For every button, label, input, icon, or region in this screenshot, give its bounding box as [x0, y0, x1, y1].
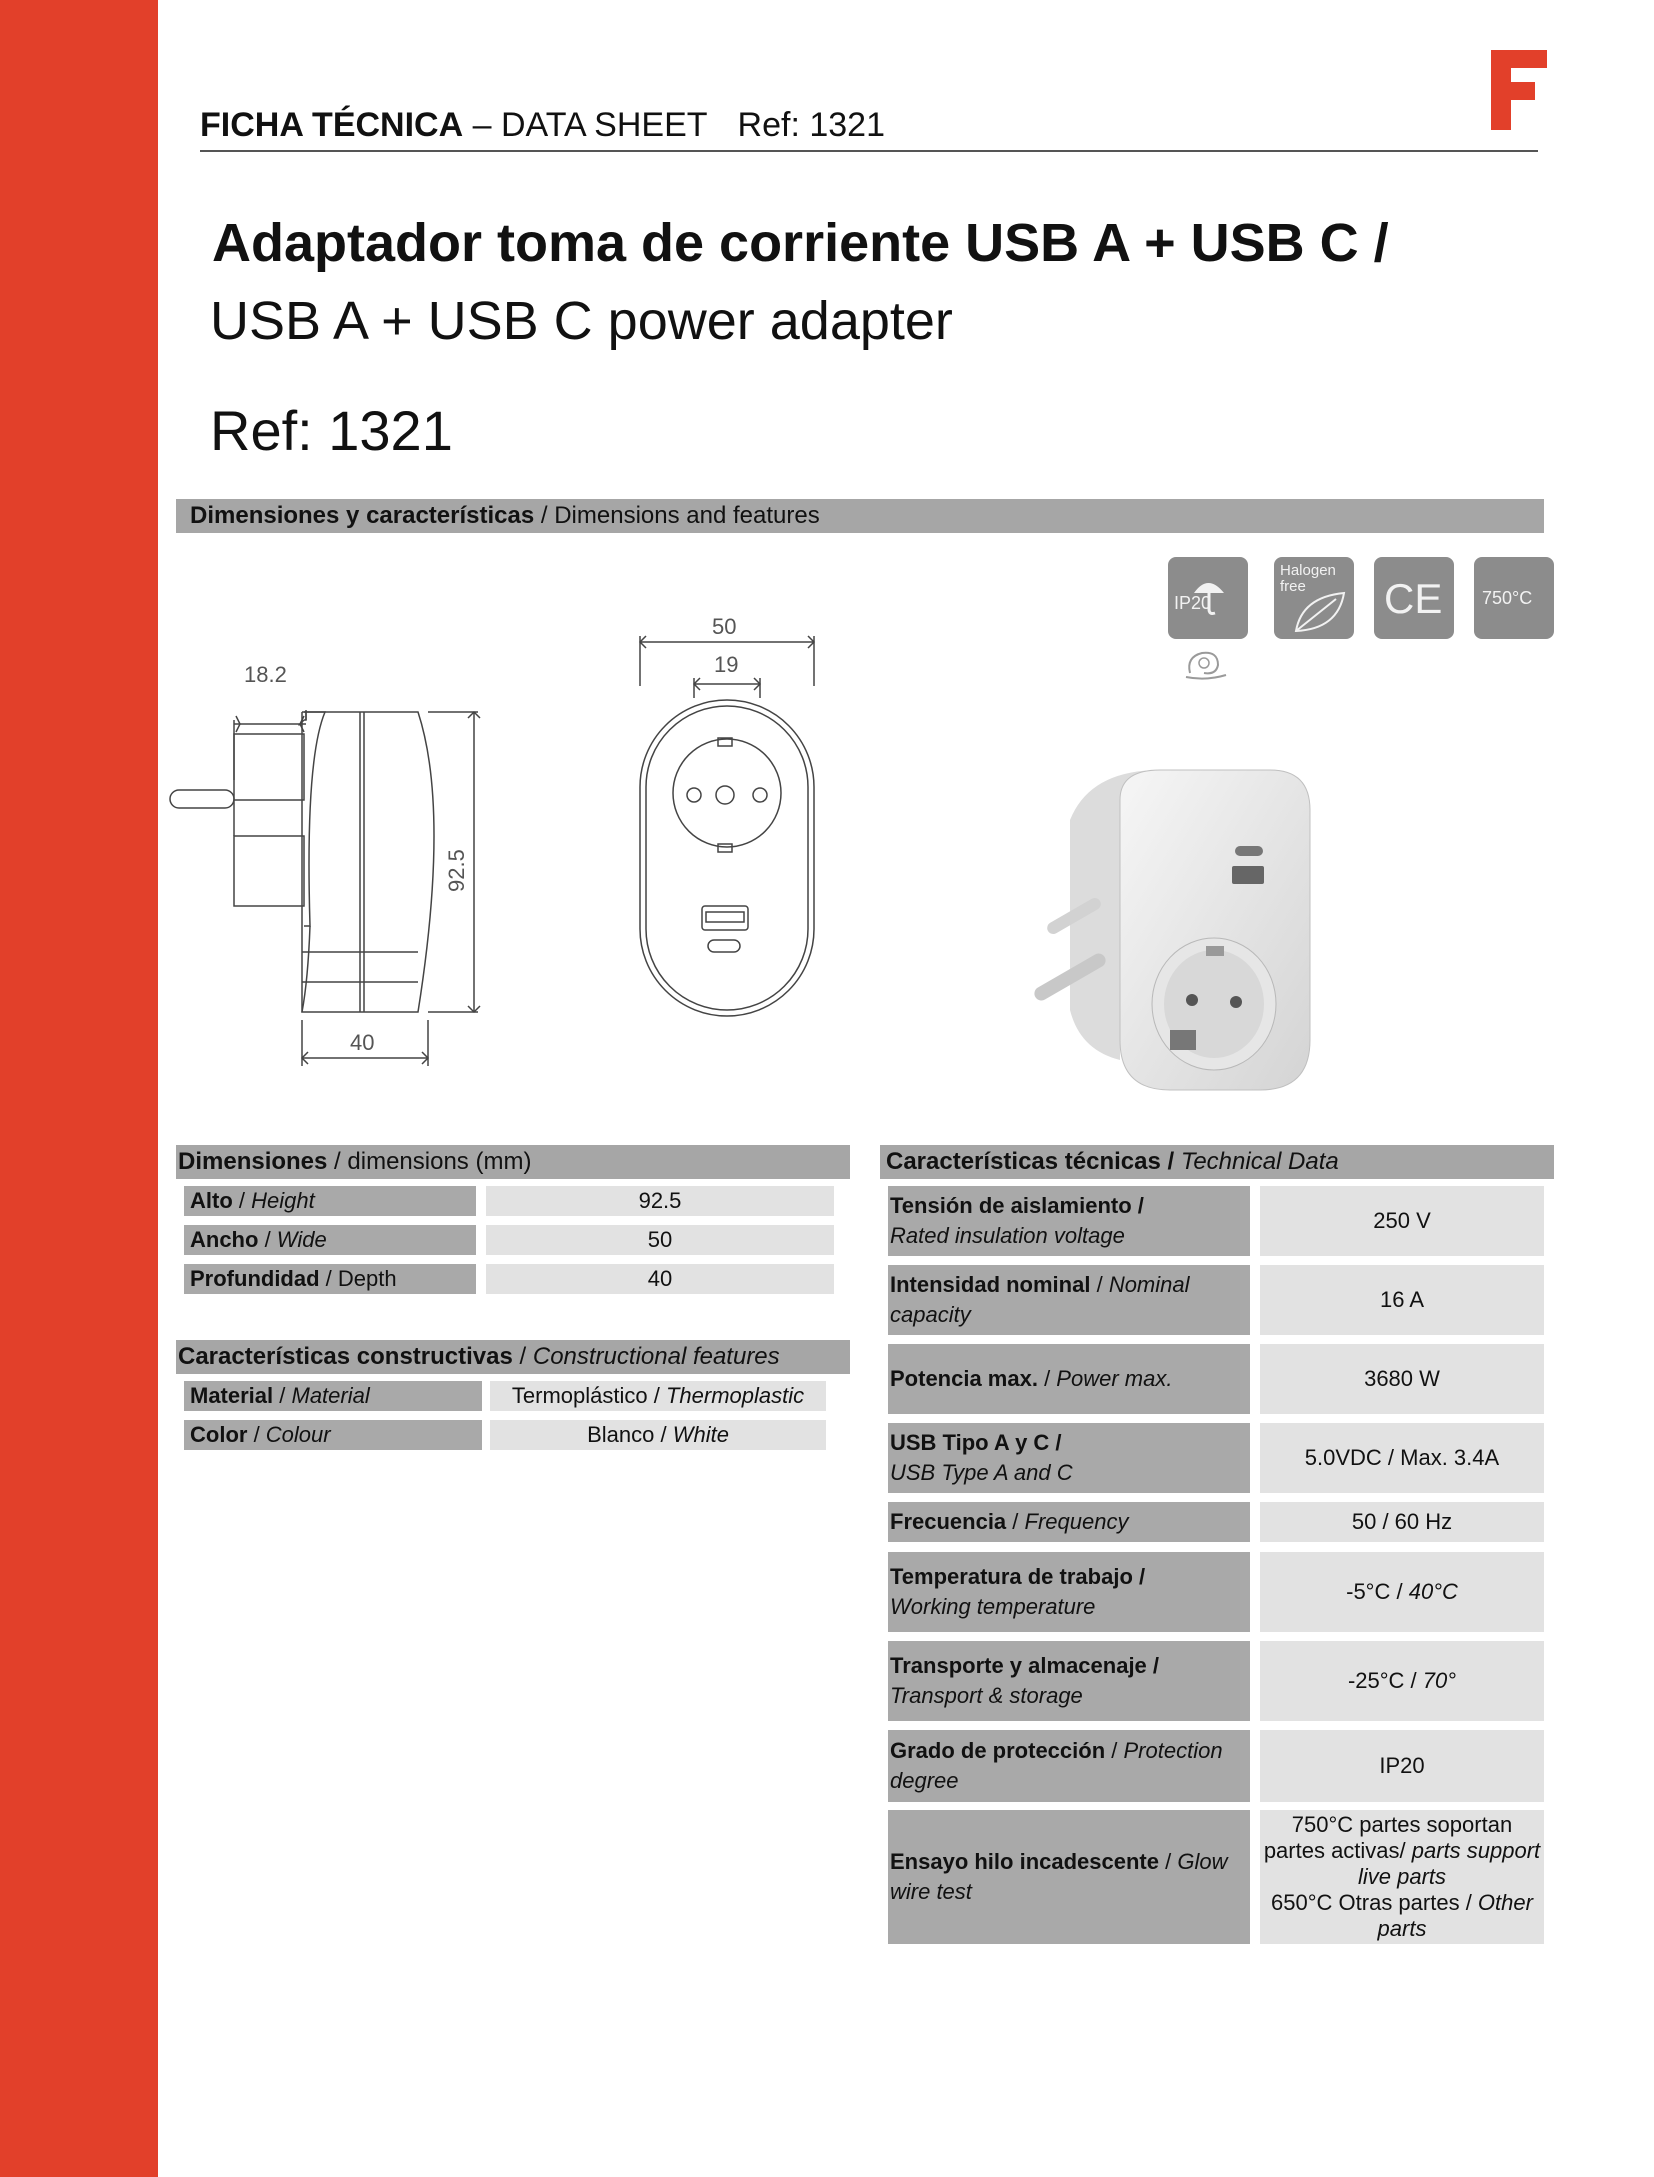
- halogen-free-leaf-icon: [1274, 557, 1354, 639]
- product-photo: [1010, 760, 1330, 1110]
- svg-text:Halogen: Halogen: [1280, 562, 1336, 579]
- dimensions-section-bar: Dimensiones / dimensions (mm): [176, 1145, 850, 1179]
- features-section-bar: Dimensiones y características / Dimensions and features: [176, 499, 1544, 533]
- product-title-en: USB A + USB C power adapter: [210, 291, 953, 351]
- product-ref: Ref: 1321: [210, 399, 453, 462]
- page-header: FICHA TÉCNICA – DATA SHEET Ref: 1321: [200, 100, 1538, 152]
- svg-text:750°C: 750°C: [1482, 588, 1533, 608]
- dim-depth: 40: [350, 1030, 375, 1055]
- snail-stamp-icon: [1180, 643, 1232, 683]
- ip20-umbrella-icon: [1168, 557, 1248, 639]
- side-view: [170, 710, 480, 1066]
- svg-text:CE: CE: [1384, 575, 1443, 622]
- header-ref: Ref: 1321: [737, 106, 885, 144]
- dim-plug-depth: 18.2: [244, 662, 287, 687]
- technical-drawing: [160, 600, 840, 1080]
- glow-wire-750-icon: [1474, 557, 1554, 639]
- header-label-es: FICHA TÉCNICA: [200, 106, 464, 144]
- dim-height: 92.5: [444, 849, 469, 892]
- header-label-en: DATA SHEET: [500, 106, 708, 144]
- construction-section-bar: Características constructivas / Constructional features: [176, 1340, 850, 1374]
- red-side-band: [0, 0, 158, 2177]
- dim-width: 50: [712, 614, 737, 639]
- svg-text:IP20: IP20: [1174, 593, 1212, 613]
- front-view: [640, 636, 814, 1016]
- technical-section-bar: Características técnicas / Technical Data: [880, 1145, 1554, 1179]
- product-title-es: Adaptador toma de corriente USB A + USB C /: [212, 213, 1389, 273]
- svg-text:free: free: [1280, 578, 1306, 595]
- ce-mark-icon: [1374, 557, 1454, 639]
- dim-inner: 19: [714, 652, 739, 677]
